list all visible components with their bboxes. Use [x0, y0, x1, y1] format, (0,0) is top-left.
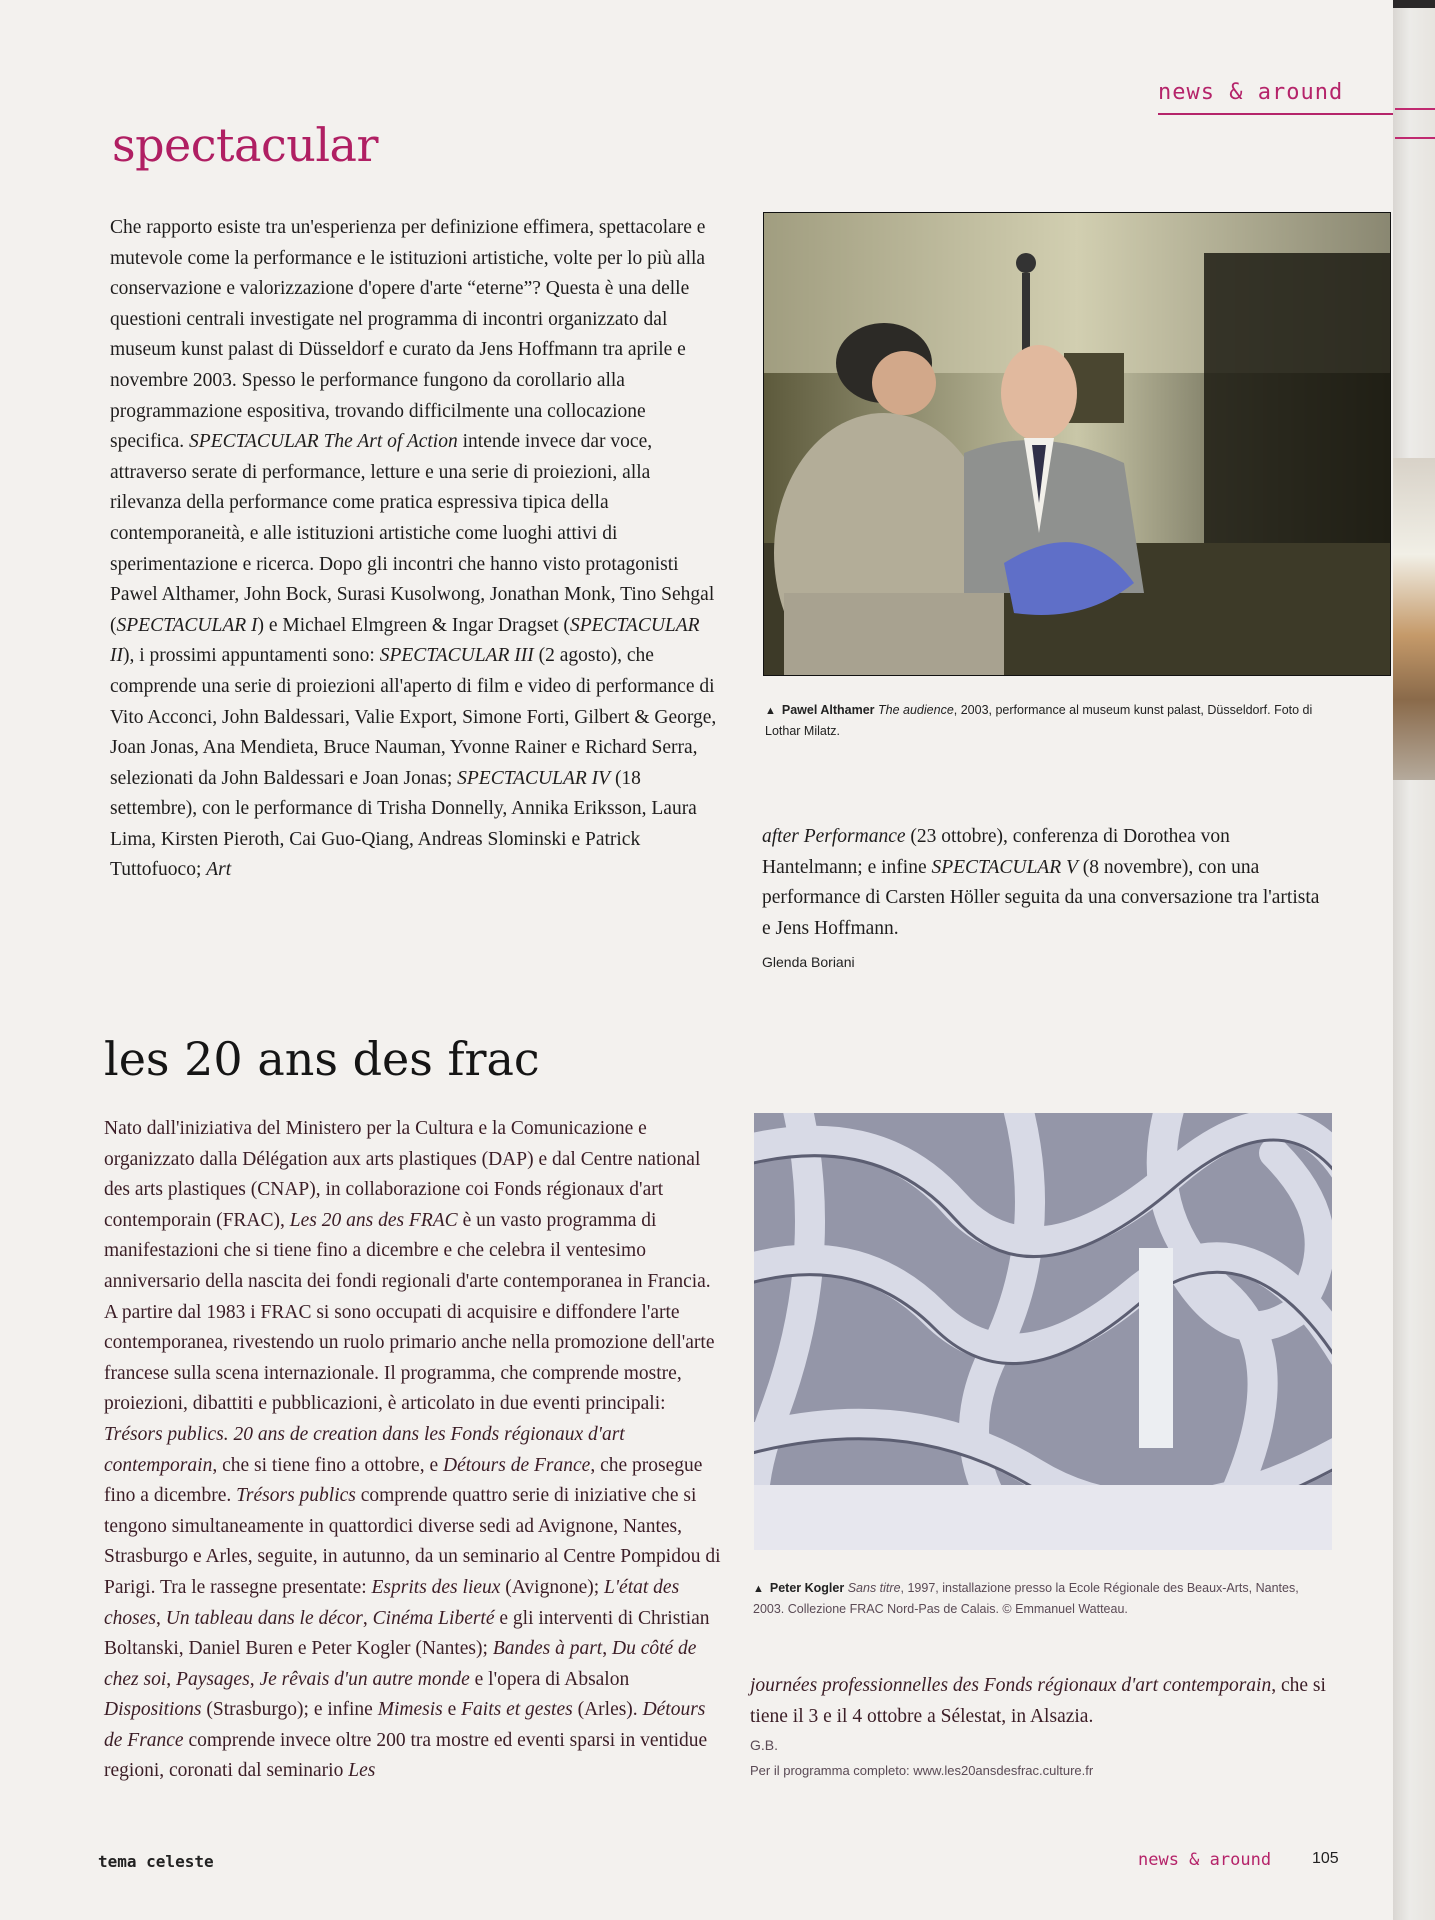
- italic-title-span: Trésors publics: [236, 1485, 356, 1507]
- text-span: ), i prossimi appuntamenti sono:: [123, 645, 380, 667]
- caption-work: The audience: [878, 703, 954, 717]
- text-span: intende invece dar voce, attraverso serate di performance, letture e una serie di proiezioni, alla rilevanza della performance come pratica espressiva tipica della contemporaneità, e alle istituzioni artistiche come luoghi attivi di sperimentazione e ricerca. Dopo gli incontri che hanno visto protagonisti Pawel Althamer, John Bock, Surasi Kusolwong, Jonathan Monk, Tino Sehgal (: [110, 431, 715, 636]
- program-link-line: Per il programma completo: www.les20ansdesfrac.culture.fr: [750, 1763, 1094, 1778]
- italic-title-span: SPECTACULAR I: [116, 614, 258, 636]
- text-span: , che prosegue fino a dicembre.: [104, 1454, 703, 1507]
- italic-title-span: Un tableau dans le décor: [165, 1607, 363, 1629]
- italic-title-span: Bandes à part: [492, 1638, 603, 1660]
- footer-section: news & around: [1138, 1850, 1272, 1870]
- italic-title-span: Dispositions: [104, 1699, 202, 1721]
- performance-photo-image: [764, 213, 1390, 675]
- photo-althamer: [763, 212, 1391, 676]
- text-span: ,: [166, 1668, 177, 1690]
- italic-title-span: Faits et gestes: [461, 1699, 573, 1721]
- text-span: ,: [156, 1607, 166, 1629]
- text-span: è un vasto programma di manifestazioni che si tiene fino a dicembre e che celebra il ventesimo anniversario della nascita dei fondi regionali d'arte contemporanea in Francia. A partire dal 1983 i FRAC si sono occupati di acquisire e diffondere l'arte contemporanea, rivestendo un ruolo primario anche nella promozione dell'arte francese sulla scena internazionale. Il programma, che comprende mostre, proiezioni, dibattiti e pubblicazioni, è articolato in due eventi principali:: [104, 1209, 715, 1415]
- text-span: , che si tiene fino a ottobre, e: [212, 1454, 443, 1476]
- text-span: , che si tiene il 3 e il 4 ottobre a Sélestat, in Alsazia.: [750, 1675, 1326, 1727]
- italic-title-span: Les: [348, 1760, 376, 1782]
- photo-kogler-caption: [753, 1578, 1323, 1619]
- next-page-rule-2: [1395, 137, 1435, 139]
- text-span: ,: [249, 1668, 260, 1690]
- caption-details: , 2003, performance al museum kunst palast, Düsseldorf. Foto di Lothar Milatz.: [765, 703, 1313, 738]
- photo-kogler: [754, 1113, 1332, 1550]
- page-number: 105: [1312, 1850, 1339, 1867]
- text-span: ) e Michael Elmgreen & Ingar Dragset (: [257, 614, 570, 636]
- text-span: comprende quattro serie di iniziative che si tengono simultaneamente in quattordici diverse sedi ad Avignone, Nantes, Strasburgo e Arles, seguite, in autunno, da un seminario al Centre Pompidou di Parigi. Tra le rassegne presentate:: [104, 1485, 721, 1598]
- italic-title-span: Détours de France: [104, 1699, 706, 1751]
- article1-title: spectacular: [112, 118, 378, 172]
- text-span: Che rapporto esiste tra un'esperienza per definizione effimera, spettacolare e mutevole come la performance e le istituzioni artistiche, volte per lo più alla conservazione e valorizzazione d'opere d'arte “eterne”? Questa è una delle questioni centrali investigate nel programma di incontri organizzato dal museum kunst palast di Düsseldorf e curato da Jens Hoffmann tra aprile e novembre 2003. Spesso le performance fungono da corollario alla programmazione espositiva, trovando difficilmente una collocazione specifica.: [110, 217, 706, 453]
- caption-marker-icon: ▲: [753, 1583, 764, 1595]
- text-span: (2 agosto), che comprende una serie di proiezioni all'aperto di film e video di performance di Vito Acconci, John Baldessari, Valie Export, Simone Forti, Gilbert & George, Joan Jonas, Ana Mendieta, Bruce Nauman, Yvonne Rainer e Richard Serra, selezionati da John Baldessari e Joan Jonas;: [110, 645, 717, 789]
- italic-title-span: SPECTACULAR III: [379, 645, 534, 667]
- section-kicker: news & around: [1158, 80, 1344, 105]
- text-span: (Strasburgo); e infine: [201, 1699, 378, 1721]
- article2-column1: [104, 1114, 724, 1787]
- italic-title-span: Paysages: [176, 1668, 250, 1690]
- text-span: comprende invece oltre 200 tra mostre ed eventi sparsi in ventidue regioni, coronati dal seminario: [104, 1729, 708, 1782]
- text-span: (18 settembre), con le performance di Trisha Donnelly, Annika Eriksson, Laura Lima, Kirsten Pieroth, Cai Guo-Qiang, Andreas Slominski e Patrick Tuttofuoco;: [110, 767, 697, 881]
- text-span: (Avignone);: [500, 1576, 605, 1598]
- next-page-edge: [1393, 8, 1435, 1920]
- italic-title-span: Du côté de chez soi: [104, 1638, 697, 1690]
- italic-title-span: Esprits des lieux: [371, 1576, 501, 1598]
- text-span: (Arles).: [572, 1699, 643, 1721]
- text-span: ,: [362, 1607, 373, 1629]
- italic-title-span: SPECTACULAR V: [931, 856, 1078, 878]
- italic-title-span: SPECTACULAR IV: [457, 767, 611, 789]
- article1-signature: Glenda Boriani: [762, 954, 855, 970]
- text-span: e: [442, 1699, 462, 1721]
- text-span: Nato dall'iniziativa del Ministero per la Cultura e la Comunicazione e organizzato dalla Délégation aux arts plastiques (DAP) e dal Centre national des arts plastiques (CNAP), in collaborazione coi Fonds régionaux d'art contemporain (FRAC),: [104, 1118, 701, 1231]
- footer-magazine-name: tema celeste: [98, 1852, 214, 1871]
- italic-title-span: Mimesis: [377, 1699, 443, 1721]
- article1-column2: [762, 822, 1327, 944]
- caption-marker-icon: ▲: [765, 705, 776, 717]
- article2-column2: [750, 1671, 1335, 1732]
- text-span: e l'opera di Absalon: [469, 1668, 630, 1690]
- text-span: (8 novembre), con una performance di Carsten Höller seguita da una conversazione tra l'artista e Jens Hoffmann.: [762, 856, 1320, 939]
- photo-althamer-caption: [765, 700, 1325, 741]
- italic-title-span: Je rêvais d'un autre monde: [259, 1668, 470, 1690]
- italic-title-span: SPECTACULAR The Art of Action: [189, 431, 458, 453]
- article2-signature: G.B.: [750, 1737, 779, 1753]
- italic-title-span: journées professionnelles des Fonds régionaux d'art contemporain: [750, 1675, 1272, 1696]
- italic-title-span: Les 20 ans des FRAC: [289, 1209, 458, 1231]
- italic-title-span: Trésors publics. 20 ans de creation dans les Fonds régionaux d'art contemporain: [104, 1423, 625, 1476]
- next-page-rule: [1395, 108, 1435, 110]
- kicker-rule: [1158, 113, 1394, 115]
- caption-work: Sans titre: [847, 1581, 901, 1595]
- caption-artist: Pawel Althamer: [781, 703, 875, 717]
- text-span: (23 ottobre), conferenza di Dorothea von Hantelmann; e infine: [762, 826, 1230, 878]
- article1-column1: [110, 213, 720, 886]
- text-span: ,: [602, 1638, 612, 1660]
- italic-title-span: L'état des choses: [104, 1576, 680, 1629]
- article2-title: les 20 ans des frac: [104, 1032, 540, 1086]
- next-page-photo-edge: [1393, 458, 1435, 780]
- text-span: e gli interventi di Christian Boltanski, Daniel Buren e Peter Kogler (Nantes);: [104, 1607, 710, 1660]
- caption-artist: Peter Kogler: [769, 1581, 845, 1595]
- italic-title-span: SPECTACULAR II: [110, 614, 700, 667]
- caption-details: , 1997, installazione presso la Ecole Régionale des Beaux-Arts, Nantes, 2003. Collezione FRAC Nord-Pas de Calais. © Emmanuel Watteau.: [753, 1581, 1299, 1616]
- italic-title-span: Détours de France: [443, 1454, 591, 1476]
- italic-title-span: Cinéma Liberté: [372, 1607, 495, 1629]
- italic-title-span: Art: [206, 859, 232, 881]
- installation-photo-image: [754, 1113, 1332, 1550]
- italic-title-span: after Performance: [762, 826, 906, 847]
